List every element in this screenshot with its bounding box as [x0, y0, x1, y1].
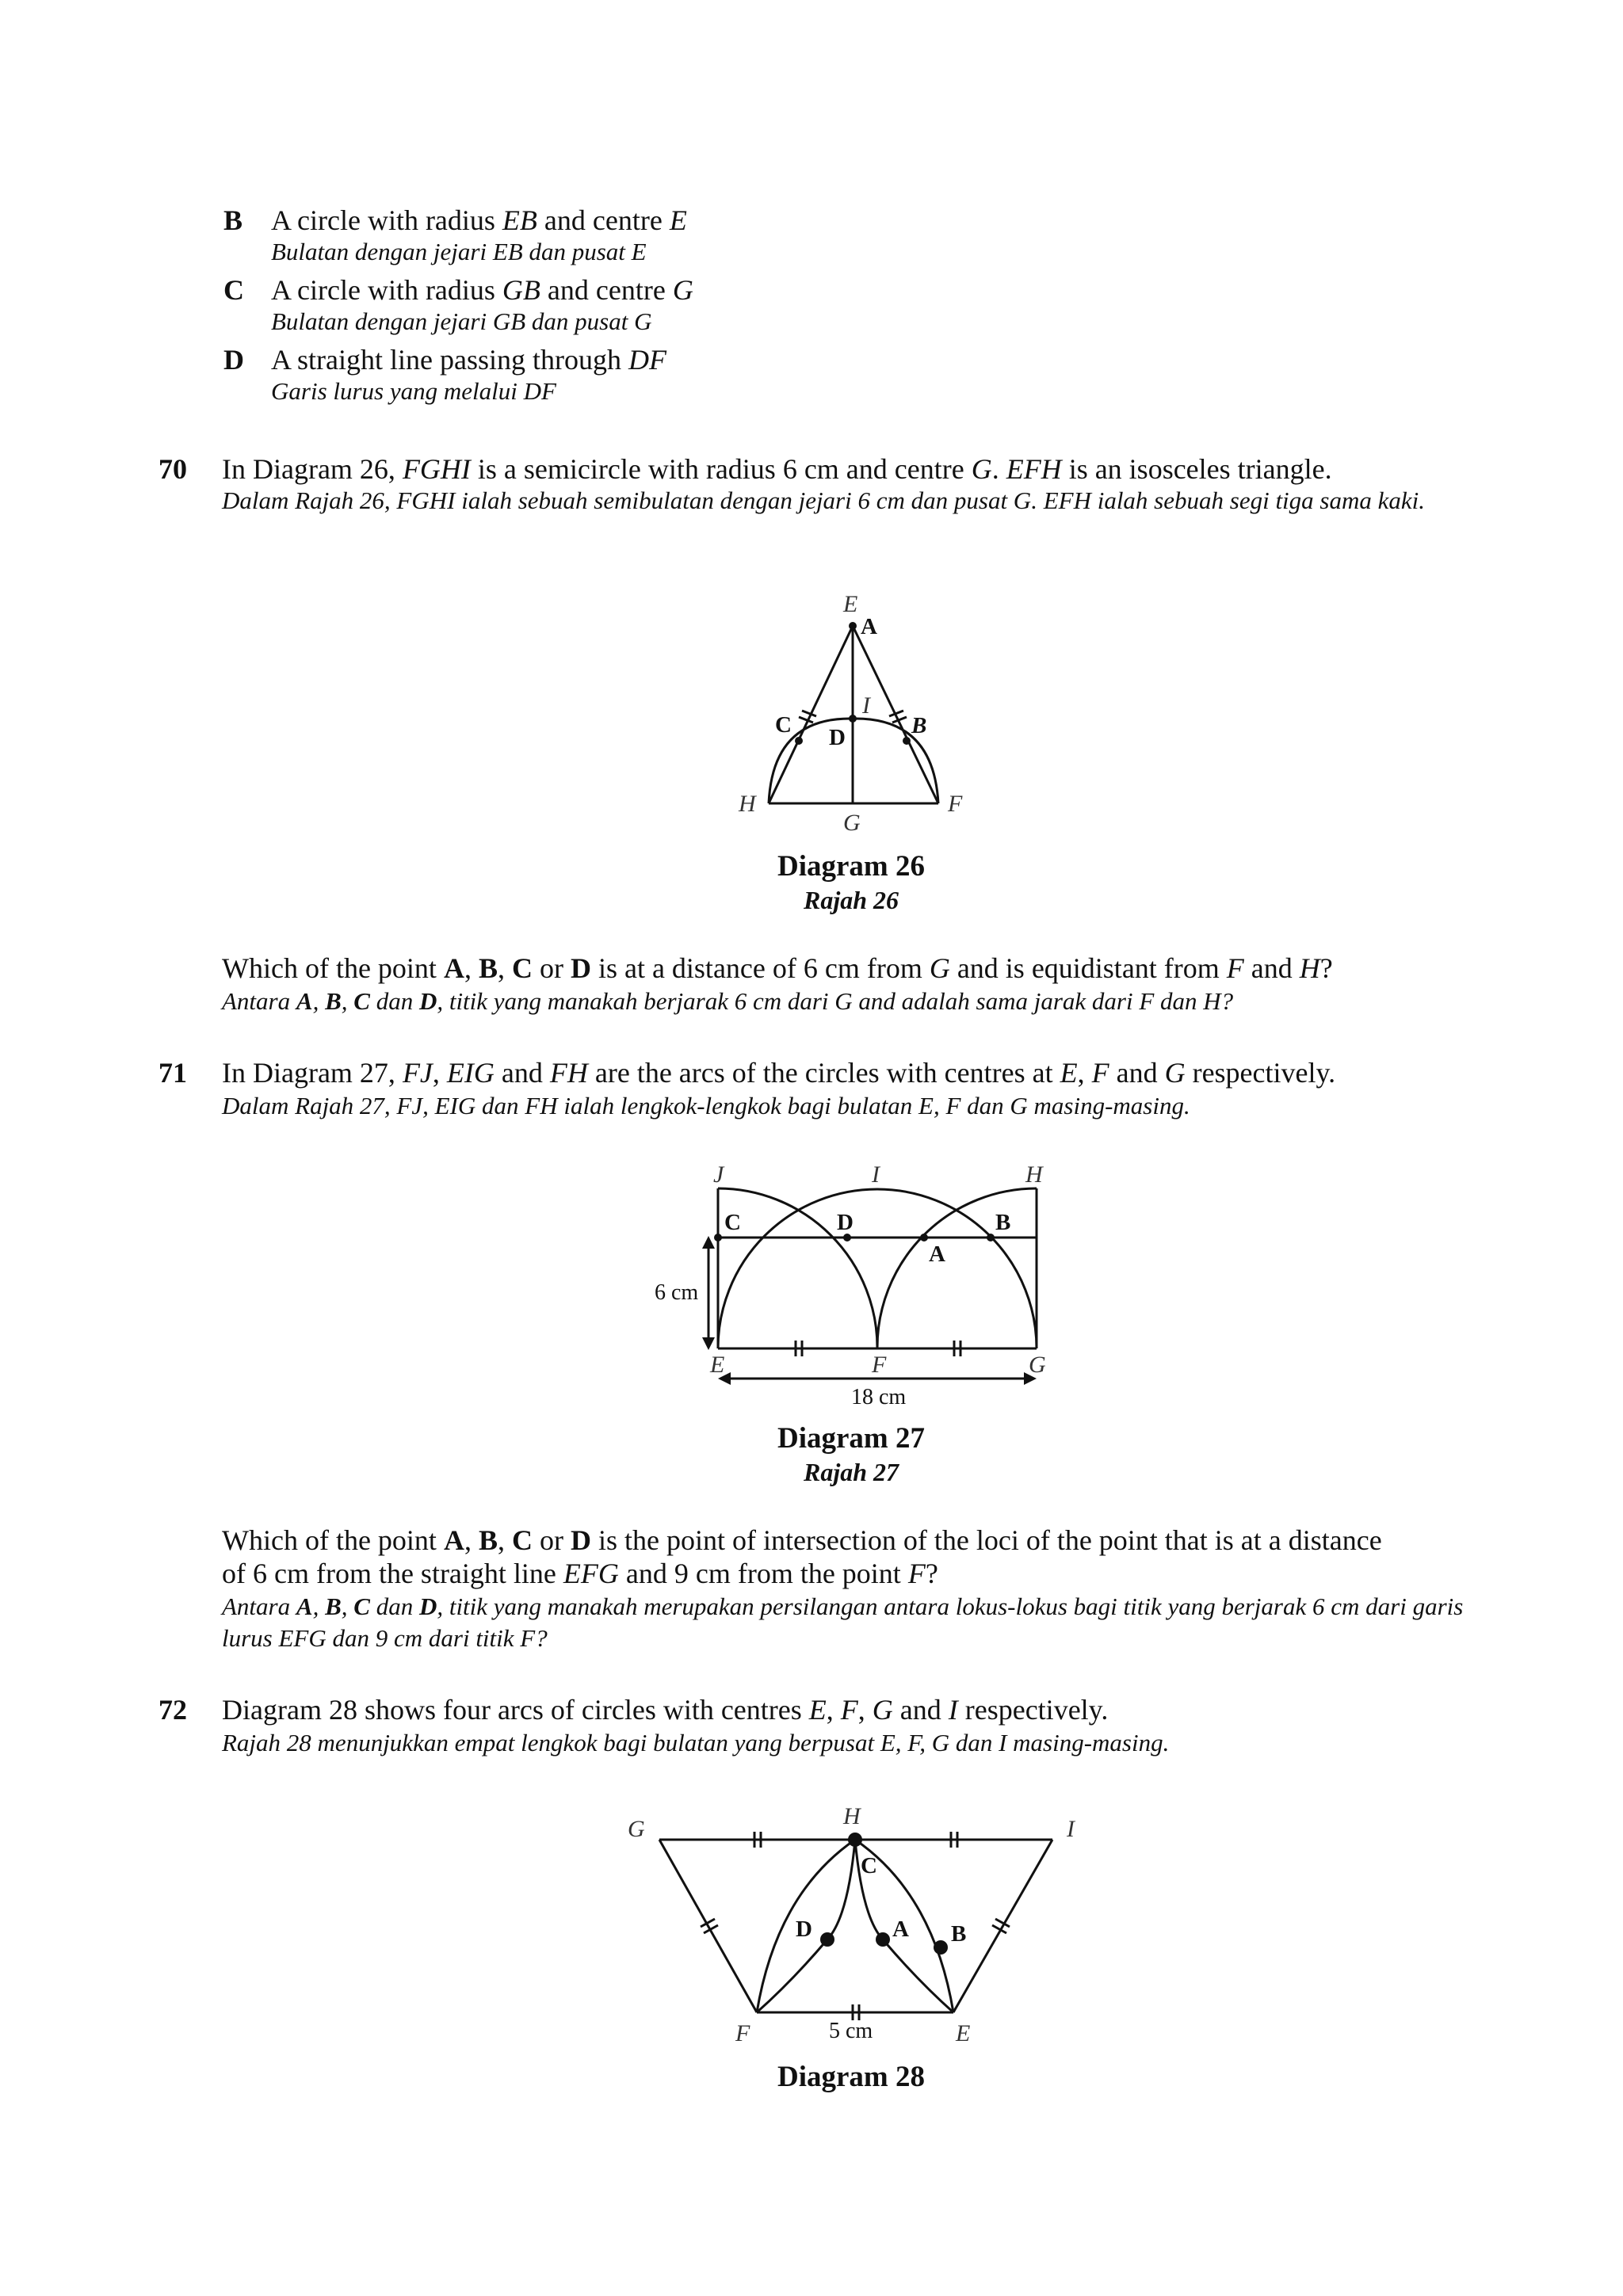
diagram-26-caption: Diagram 26 — [777, 850, 925, 883]
diagram-28-figure — [628, 1803, 1076, 2046]
label-h: H — [1025, 1161, 1043, 1188]
option-d-text: A straight line passing through DF — [271, 344, 666, 376]
option-b-translation: Bulatan dengan jejari EB dan pusat E — [271, 238, 647, 265]
question-71-prompt: Which of the point A, B, C or D is the point of intersection of the loci of the point that is at a distance — [222, 1524, 1382, 1556]
option-d-translation: Garis lurus yang melalui DF — [271, 377, 556, 405]
label-b: B — [995, 1210, 1011, 1235]
diagram-28-caption: Diagram 28 — [777, 2061, 925, 2093]
question-71-prompt-translation: Antara A, B, C dan D, titik yang manakah merupakan persilangan antara lokus-lokus bagi titik yang berjarak 6 cm dari garis lurus EFG dan 9 cm dari titik F? — [222, 1592, 1464, 1652]
label-b: B — [951, 1921, 967, 1947]
option-b-text: A circle with radius EB and centre E — [271, 204, 687, 236]
label-c: C — [724, 1210, 741, 1235]
label-5cm: 5 cm — [829, 2019, 873, 2043]
label-d: D — [796, 1917, 812, 1942]
label-i: I — [1067, 1816, 1075, 1842]
label-g: G — [843, 810, 861, 836]
label-d: D — [829, 725, 846, 750]
label-a: A — [892, 1917, 909, 1942]
label-e: E — [843, 591, 858, 617]
label-h: H — [739, 791, 756, 817]
question-70-translation: Dalam Rajah 26, FGHI ialah sebuah semibulatan dengan jejari 6 cm dan pusat G. EFH ialah sebuah segi tiga sama kaki. — [222, 486, 1426, 514]
label-6cm: 6 cm — [655, 1280, 699, 1305]
question-72-stem: Diagram 28 shows four arcs of circles with centres E, F, G and I respectively. — [222, 1694, 1109, 1726]
point-a — [876, 1932, 890, 1947]
question-70-number: 70 — [158, 453, 187, 485]
label-a: A — [929, 1241, 945, 1267]
label-a: A — [861, 614, 877, 639]
question-72-number: 72 — [158, 1694, 187, 1726]
label-e: E — [956, 2020, 971, 2046]
label-e: E — [710, 1352, 725, 1378]
question-71-prompt-line-2: of 6 cm from the straight line EFG and 9 cm from the point F? — [222, 1558, 938, 1589]
question-71-number: 71 — [158, 1057, 187, 1089]
label-h: H — [843, 1803, 861, 1829]
label-d: D — [837, 1210, 854, 1235]
option-c-translation: Bulatan dengan jejari GB dan pusat G — [271, 307, 652, 335]
option-c-text: A circle with radius GB and centre G — [271, 274, 693, 306]
label-g: G — [628, 1816, 645, 1842]
label-b: B — [911, 713, 927, 738]
option-b-letter: B — [223, 204, 243, 236]
point-d — [820, 1932, 834, 1947]
line-gf — [659, 1840, 757, 2012]
line-ie — [953, 1840, 1052, 2012]
label-f: F — [948, 791, 963, 817]
question-71-translation: Dalam Rajah 27, FJ, EIG dan FH ialah lengkok-lengkok bagi bulatan E, F dan G masing-masing. — [222, 1092, 1190, 1119]
label-f: F — [735, 2020, 750, 2046]
question-71-stem: In Diagram 27, FJ, EIG and FH are the arcs of the circles with centres at E, F and G respectively. — [222, 1057, 1336, 1089]
diagram-26-caption-translation: Rajah 26 — [803, 886, 899, 914]
label-g: G — [1029, 1352, 1046, 1378]
diagram-27-caption-translation: Rajah 27 — [803, 1458, 899, 1486]
label-j: J — [713, 1161, 724, 1188]
label-i: I — [862, 692, 870, 719]
option-c-letter: C — [223, 274, 244, 306]
label-c: C — [861, 1853, 877, 1878]
question-70-prompt: Which of the point A, B, C or D is at a distance of 6 cm from G and is equidistant from F and H? — [222, 952, 1333, 984]
question-70-stem: In Diagram 26, FGHI is a semicircle with radius 6 cm and centre G. EFH is an isosceles triangle. — [222, 453, 1332, 485]
question-72-translation: Rajah 28 menunjukkan empat lengkok bagi bulatan yang berpusat E, F, G dan I masing-masing. — [222, 1729, 1170, 1756]
label-f: F — [872, 1352, 887, 1378]
point-h — [848, 1833, 862, 1847]
label-i: I — [872, 1161, 880, 1188]
option-d-letter: D — [223, 344, 244, 376]
label-c: C — [775, 712, 792, 738]
label-18cm: 18 cm — [851, 1385, 907, 1409]
point-b — [934, 1940, 948, 1955]
question-70-prompt-translation: Antara A, B, C dan D, titik yang manakah berjarak 6 cm dari G and adalah sama jarak dari F dan H? — [222, 987, 1234, 1015]
diagram-27-caption: Diagram 27 — [777, 1422, 925, 1455]
